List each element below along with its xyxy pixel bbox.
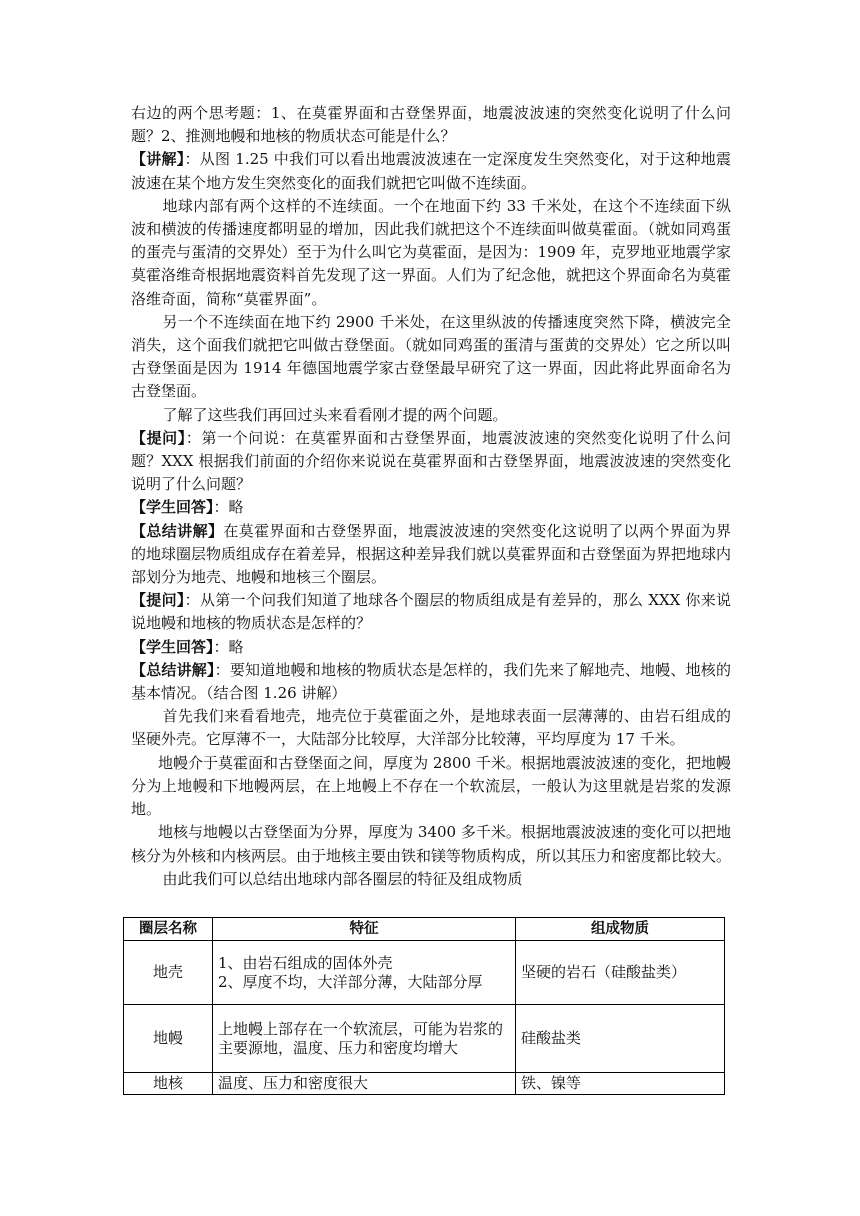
layer-feature: 温度、压力和密度很大 [213, 1073, 516, 1095]
layer-feature: 1、由岩石组成的固体外壳 2、厚度不均，大洋部分薄，大陆部分厚 [213, 941, 516, 1005]
paragraph-text: ：要知道地幔和地核的物质状态是怎样的，我们先来了解地壳、地幔、地核的基本情况。（结合图 1.26 讲解） [131, 660, 731, 703]
paragraph [131, 589, 731, 635]
paragraph-text: 首先我们来看看地壳，地壳位于莫霍面之外，是地球表面一层薄薄的、由岩石组成的坚硬外壳。它厚薄不一，大陆部分比较厚，大洋部分比较薄，平均厚度为 17 千米。 [131, 707, 731, 749]
paragraph [131, 520, 731, 590]
paragraph-text: ：略 [213, 637, 244, 656]
paragraph [131, 659, 731, 705]
paragraph-text: 地核与地幔以古登堡面为分界，厚度为 3400 多千米。根据地震波波速的变化可以把地核分为外核和内核两层。由于地核主要由铁和镁等物质构成，所以其压力和密度都比较大。 [131, 823, 732, 865]
paragraph [131, 102, 731, 148]
table-row [124, 1005, 725, 1073]
paragraph-text: 了解了这些我们再回过头来看看刚才提的两个问题。 [162, 405, 508, 424]
paragraph [131, 496, 731, 519]
paragraph [131, 148, 731, 194]
paragraph [131, 636, 731, 659]
section-label: 【学生回答】 [131, 498, 214, 517]
paragraph [131, 752, 731, 822]
paragraph-text: 在莫霍界面和古登堡界面，地震波波速的突然变化这说明了以两个界面为界的地球圈层物质组成存在着差异，根据这种差异我们就以莫霍界面和古登堡面为界把地球内部划分为地壳、地幔和地核三个圈层。 [131, 521, 732, 587]
lesson-text [131, 102, 731, 891]
paragraph [131, 311, 731, 404]
paragraph-text: ：第一个问说：在莫霍界面和古登堡界面，地震波波速的突然变化说明了什么问题？XXX 根据我们前面的介绍你来说说在莫霍界面和古登堡界面，地震波波速的突然变化说明了什么问题？ [131, 428, 731, 494]
section-label: 【总结讲解】 [131, 660, 215, 679]
paragraph [131, 821, 731, 867]
paragraph [131, 427, 731, 497]
paragraph-text: ：从第一个问我们知道了地球各个圈层的物质组成是有差异的，那么 XXX 你来说说地幔和地核的物质状态是怎样的？ [131, 591, 731, 633]
paragraph-text: 由此我们可以总结出地球内部各圈层的特征及组成物质 [162, 869, 523, 888]
section-label: 【提问】 [131, 428, 186, 447]
paragraph [131, 404, 731, 427]
layer-material: 铁、镍等 [516, 1073, 725, 1095]
table-header-row [124, 918, 725, 941]
layer-material: 坚硬的岩石（硅酸盐类） [516, 941, 725, 1005]
layer-feature: 上地幔上部存在一个软流层，可能为岩浆的主要源地，温度、压力和密度均增大 [213, 1005, 516, 1073]
earth-layers-table [123, 917, 725, 1095]
section-label: 【学生回答】 [131, 637, 214, 656]
paragraph [131, 195, 731, 311]
section-label: 【讲解】 [131, 150, 185, 169]
paragraph [131, 705, 731, 751]
layer-material: 硅酸盐类 [516, 1005, 725, 1073]
paragraph [131, 868, 731, 891]
paragraph-text: 右边的两个思考题：1、在莫霍界面和古登堡界面，地震波波速的突然变化说明了什么问题？2、推测地幔和地核的物质状态可能是什么？ [131, 104, 731, 146]
layer-name: 地壳 [124, 941, 213, 1005]
section-label: 【总结讲解】 [131, 521, 224, 540]
column-header: 圈层名称 [124, 918, 213, 941]
layer-name: 地核 [124, 1073, 213, 1095]
column-header: 特征 [213, 918, 516, 941]
section-label: 【提问】 [131, 591, 185, 610]
paragraph-text: 地球内部有两个这样的不连续面。一个在地面下约 33 千米处，在这个不连续面下纵波和横波的传播速度都明显的增加，因此我们就把这个不连续面叫做莫霍面。（就如同鸡蛋的蛋壳与蛋清的交界处）至于为什么叫它为莫霍面，是因为：1909 年，克罗地亚地震学家莫霍洛维奇根据地震资料首先发现了这一界面。人们为了纪念他，就把这个界面命名为莫霍洛维奇面，简称“莫霍界面”。 [131, 196, 732, 308]
column-header: 组成物质 [516, 918, 725, 941]
table-row [124, 941, 725, 1005]
layer-name: 地幔 [124, 1005, 213, 1073]
paragraph-text: ：略 [213, 498, 244, 517]
paragraph-text: 地幔介于莫霍面和古登堡面之间，厚度为 2800 千米。根据地震波波速的变化，把地幔分为上地幔和下地幔两层，在上地幔上不存在一个软流层，一般认为这里就是岩浆的发源地。 [131, 753, 731, 819]
table-row [124, 1073, 725, 1095]
paragraph-text: ：从图 1.25 中我们可以看出地震波波速在一定深度发生突然变化，对于这种地震波速在某个地方发生突然变化的面我们就把它叫做不连续面。 [131, 150, 731, 192]
paragraph-text: 另一个不连续面在地下约 2900 千米处，在这里纵波的传播速度突然下降，横波完全消失，这个面我们就把它叫做古登堡面。（就如同鸡蛋的蛋清与蛋黄的交界处）它之所以叫古登堡面是因为 1914 年德国地震学家古登堡最早研究了这一界面，因此将此界面命名为古登堡面。 [131, 312, 731, 401]
